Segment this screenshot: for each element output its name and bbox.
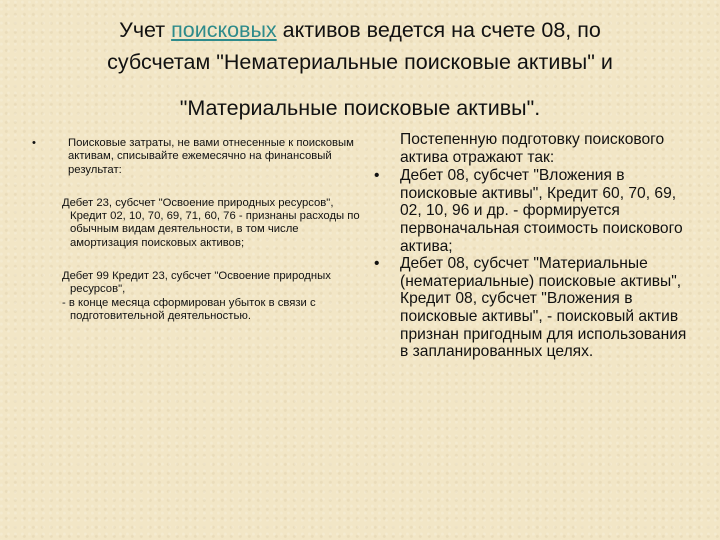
title-line-1 xyxy=(40,14,680,46)
bullet-icon: • xyxy=(374,255,380,273)
bullet-icon: • xyxy=(32,137,36,149)
right-intro: Постепенную подготовку поискового актива отражают так: xyxy=(400,131,665,166)
left-paragraph-2: Дебет 99 Кредит 23, субсчет "Освоение природных ресурсов", xyxy=(62,270,331,296)
slide-title xyxy=(40,14,680,124)
search-assets-link[interactable]: поисковых xyxy=(171,18,277,42)
right-column xyxy=(368,131,690,361)
right-bullet-item-2 xyxy=(368,255,690,361)
left-bullet-item xyxy=(30,137,360,177)
bullet-icon: • xyxy=(374,167,380,185)
left-paragraph-3: - в конце месяца сформирован убыток в связи с подготовительной деятельностью. xyxy=(62,296,316,322)
left-paragraph-1: Дебет 23, субсчет "Освоение природных ресурсов", Кредит 02, 10, 70, 69, 71, 60, 76 - признаны расходы по обычным видам деятельности, в том числе амортизация поисковых активов; xyxy=(62,196,360,249)
title-text-end: активов ведется на счете 08, по xyxy=(276,18,601,42)
right-bullet-item-1 xyxy=(368,167,690,255)
right-bullet-text-1: Дебет 08, субсчет "Вложения в поисковые активы", Кредит 60, 70, 69, 02, 10, 96 и др. - формируется первоначальная стоимость поискового актива; xyxy=(400,167,683,255)
right-bullet-text-2: Дебет 08, субсчет "Материальные (нематериальные) поисковые активы", Кредит 08, субсчет "Вложения в поисковые активы", - поисковый актив признан пригодным для использования в запланированных целях. xyxy=(400,255,687,361)
title-text-start: Учет xyxy=(119,18,172,42)
title-line-3: "Материальные поисковые активы". xyxy=(179,96,541,120)
left-column xyxy=(30,137,360,323)
title-line-2: субсчетам "Нематериальные поисковые активы" и xyxy=(107,50,613,74)
left-bullet-text: Поисковые затраты, не вами отнесенные к поисковым активам, списывайте ежемесячно на финансовый результат: xyxy=(68,137,354,176)
